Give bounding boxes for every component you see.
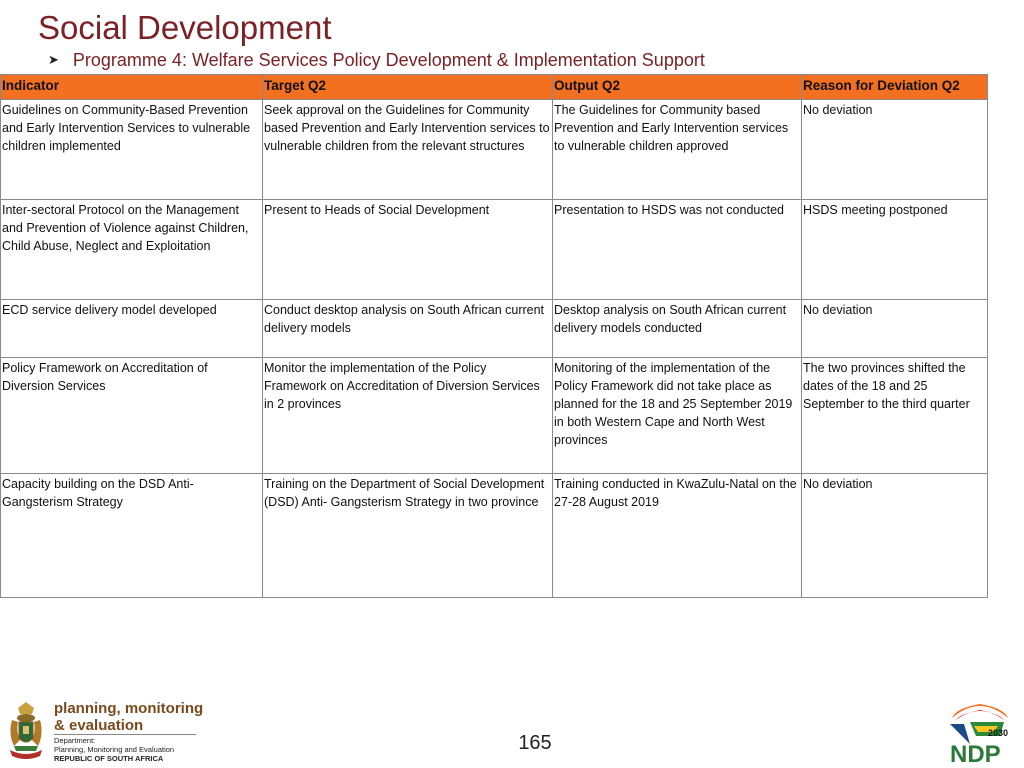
logo-text-line2: & evaluation	[54, 717, 144, 734]
table-row	[1, 474, 988, 598]
column-header-indicator: Indicator	[1, 75, 263, 100]
cell-reason: The two provinces shifted the dates of the 18 and 25 September to the third quarter	[802, 358, 988, 474]
page-title: Social Development	[38, 9, 332, 46]
cell-output: Training conducted in KwaZulu-Natal on the 27-28 August 2019	[553, 474, 802, 598]
table-row	[1, 358, 988, 474]
logo-text-line1: planning, monitoring	[54, 700, 204, 717]
deviation-table	[0, 74, 988, 598]
arrow-bullet-icon: ➤	[48, 52, 59, 67]
column-header-output: Output Q2	[553, 75, 802, 100]
cell-reason: HSDS meeting postponed	[802, 200, 988, 300]
cell-indicator: ECD service delivery model developed	[1, 300, 263, 358]
column-header-target: Target Q2	[263, 75, 553, 100]
cell-output: Presentation to HSDS was not conducted	[553, 200, 802, 300]
coat-of-arms-icon	[4, 698, 48, 764]
cell-target: Present to Heads of Social Development	[263, 200, 553, 300]
column-header-reason: Reason for Deviation Q2	[802, 75, 988, 100]
cell-output: The Guidelines for Community based Prevention and Early Intervention services to vulnerable children approved	[553, 100, 802, 200]
cell-indicator: Guidelines on Community-Based Prevention and Early Intervention Services to vulnerable children implemented	[1, 100, 263, 200]
logo-divider	[54, 734, 196, 735]
cell-indicator: Inter-sectoral Protocol on the Management and Prevention of Violence against Children, Child Abuse, Neglect and Exploitation	[1, 200, 263, 300]
table-row	[1, 300, 988, 358]
table-row	[1, 100, 988, 200]
table-header-row	[1, 75, 988, 100]
page-number: 165	[518, 732, 552, 754]
ndp-text: NDP	[950, 741, 1001, 764]
page-subtitle	[48, 48, 705, 72]
cell-output: Desktop analysis on South African current delivery models conducted	[553, 300, 802, 358]
cell-reason: No deviation	[802, 474, 988, 598]
country-name: REPUBLIC OF SOUTH AFRICA	[54, 754, 164, 763]
dept-label: Department:	[54, 736, 96, 745]
cell-reason: No deviation	[802, 300, 988, 358]
cell-indicator: Capacity building on the DSD Anti-Gangsterism Strategy	[1, 474, 263, 598]
subtitle-text: Programme 4: Welfare Services Policy Development & Implementation Support	[72, 50, 705, 70]
cell-target: Conduct desktop analysis on South African current delivery models	[263, 300, 553, 358]
cell-reason: No deviation	[802, 100, 988, 200]
table-row	[1, 200, 988, 300]
dept-name: Planning, Monitoring and Evaluation	[54, 745, 175, 754]
ndp-2030-logo	[944, 696, 1016, 764]
cell-target: Seek approval on the Guidelines for Community based Prevention and Early Intervention services to vulnerable children from the relevant structures	[263, 100, 553, 200]
cell-target: Training on the Department of Social Development (DSD) Anti- Gangsterism Strategy in two province	[263, 474, 553, 598]
ndp-year: 2030	[988, 728, 1009, 738]
dpme-logo	[0, 698, 220, 768]
cell-indicator: Policy Framework on Accreditation of Diversion Services	[1, 358, 263, 474]
cell-target: Monitor the implementation of the Policy Framework on Accreditation of Diversion Services in 2 provinces	[263, 358, 553, 474]
cell-output: Monitoring of the implementation of the Policy Framework did not take place as planned for the 18 and 25 September 2019 in both Western Cape and North West provinces	[553, 358, 802, 474]
